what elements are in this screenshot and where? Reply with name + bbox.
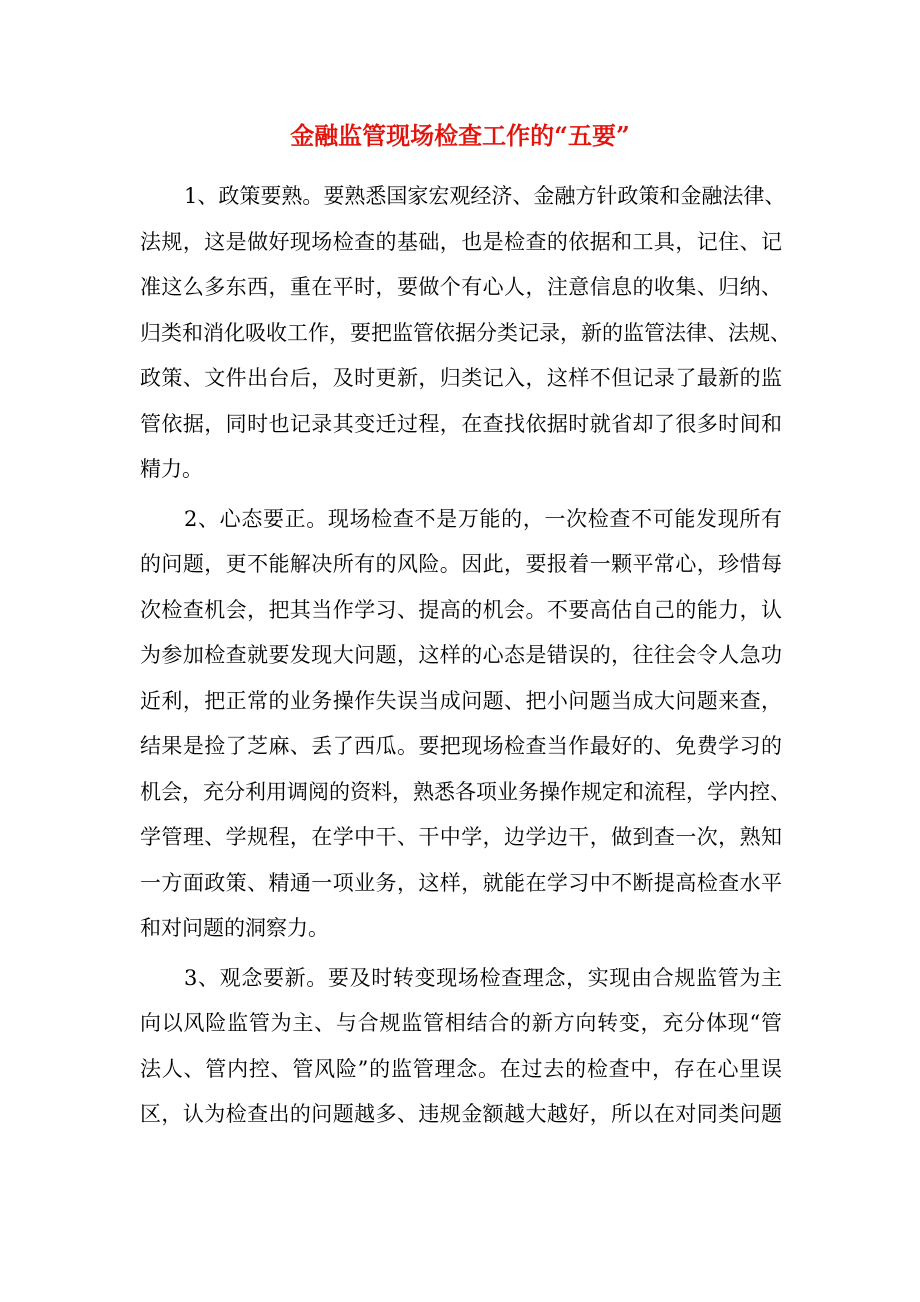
paragraph-line: 为参加检查就要发现大问题，这样的心态是错误的，往往会令人急功: [140, 643, 782, 667]
paragraph-line: 1、政策要熟。要熟悉国家宏观经济、金融方针政策和金融法律、: [184, 184, 786, 208]
paragraph-line: 准这么多东西，重在平时，要做个有心人，注意信息的收集、归纳、: [140, 275, 782, 299]
paragraph-line: 近利，把正常的业务操作失误当成问题、把小问题当成大问题来查，: [140, 688, 782, 713]
paragraph-2: [140, 497, 791, 952]
paragraph-line: 归类和消化吸收工作，要把监管依据分类记录，新的监管法律、法规、: [140, 320, 791, 345]
paragraph-line: 机会，充分利用调阅的资料，熟悉各项业务操作规定和流程，学内控、: [140, 779, 791, 804]
paragraph-line: 结果是捡了芝麻、丢了西瓜。要把现场检查当作最好的、免费学习的: [140, 734, 782, 758]
paragraph-line: 和对问题的洞察力。: [140, 916, 329, 940]
paragraph-line: 法规，这是做好现场检查的基础，也是检查的依据和工具，记住、记: [140, 229, 782, 254]
paragraph-line: 向以风险监管为主、与合规监管相结合的新方向转变，充分体现“管: [140, 1011, 782, 1035]
paragraph-3: [140, 956, 782, 1138]
paragraph-line: 精力。: [140, 457, 203, 481]
paragraph-line: 区，认为检查出的问题越多、违规金额越大越好，所以在对同类问题: [140, 1102, 782, 1126]
paragraph-line: 3、观念要新。要及时转变现场检查理念，实现由合规监管为主: [184, 965, 782, 990]
paragraph-line: 次检查机会，把其当作学习、提高的机会。不要高估自己的能力，认: [140, 597, 782, 622]
document-title: 金融监管现场检查工作的“五要”: [290, 121, 630, 150]
paragraph-line: 政策、文件出台后，及时更新，归类记入，这样不但记录了最新的监: [140, 366, 782, 390]
paragraph-line: 的问题，更不能解决所有的风险。因此，要报着一颗平常心，珍惜每: [140, 552, 782, 576]
paragraph-line: 法人、管内控、管风险”的监管理念。在过去的检查中，存在心里误: [140, 1056, 782, 1081]
paragraph-line: 学管理、学规程，在学中干、干中学，边学边干，做到查一次，熟知: [140, 825, 782, 849]
paragraph-line: 2、心态要正。现场检查不是万能的，一次检查不可能发现所有: [184, 506, 782, 531]
paragraph-line: 管依据，同时也记录其变迁过程，在查找依据时就省却了很多时间和: [140, 411, 782, 436]
document-body: [140, 174, 791, 1138]
paragraph-line: 一方面政策、精通一项业务，这样，就能在学习中不断提高检查水平: [140, 870, 782, 895]
paragraph-1: [140, 174, 791, 493]
